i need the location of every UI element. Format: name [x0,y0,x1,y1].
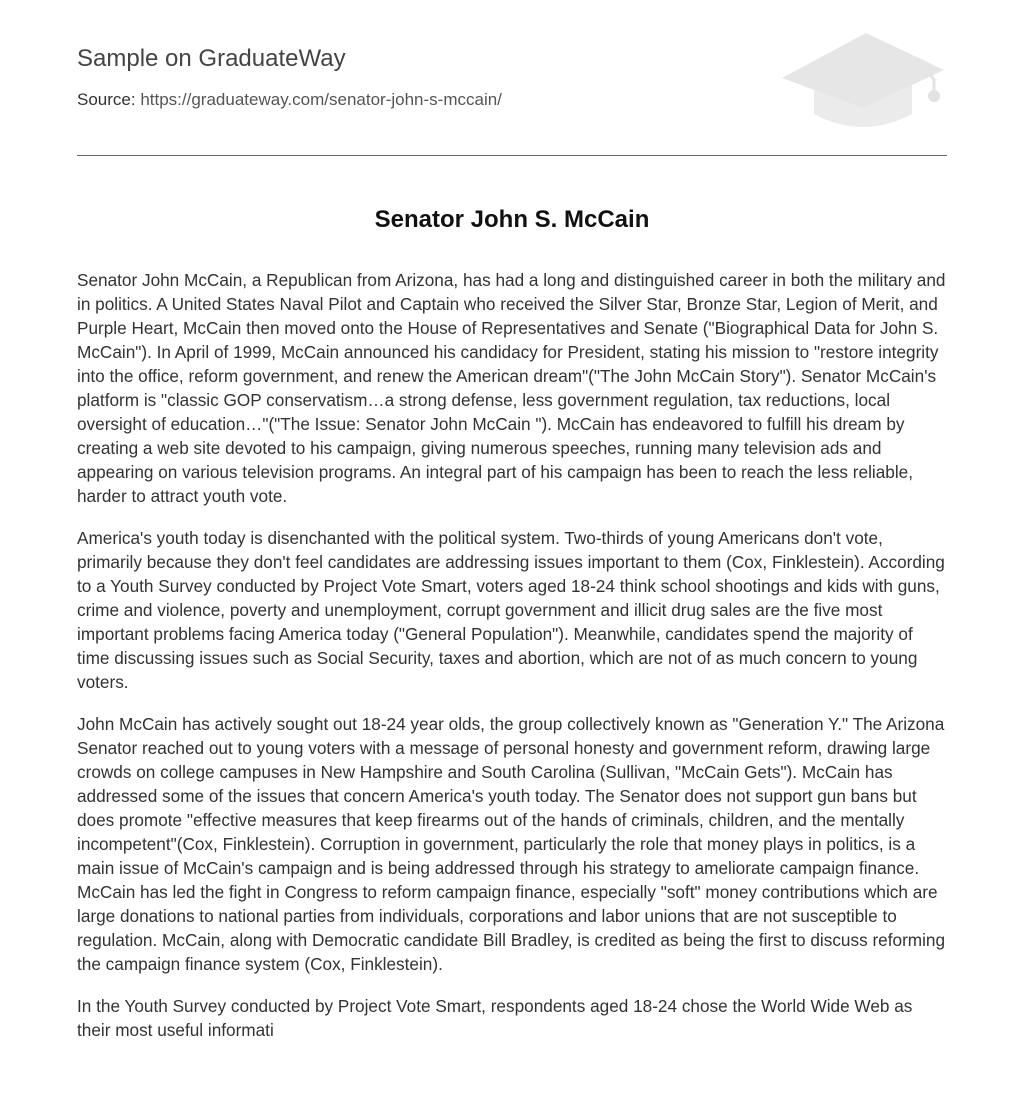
source-link[interactable]: https://graduateway.com/senator-john-s-mccain/ [140,90,502,109]
source-label: Source: [77,90,136,109]
document-body [77,268,947,1060]
source-line [77,89,502,111]
paragraph: America's youth today is disenchanted with the political system. Two-thirds of young Americans don't vote, primarily because they don't feel candidates are addressing issues important to them (Cox, Finklestein). According to a Youth Survey conducted by Project Vote Smart, voters aged 18-24 think school shootings and kids with guns, crime and violence, poverty and unemployment, corrupt government and illicit drug sales are the five most important problems facing America today ("General Population"). Meanwhile, candidates spend the majority of time discussing issues such as Social Security, taxes and abortion, which are not of as much concern to young voters. [77,528,945,692]
document-title: Senator John S. McCain [374,206,650,233]
paragraph: In the Youth Survey conducted by Project Vote Smart, respondents aged 18-24 chose the World Wide Web as their most useful informati [77,996,913,1040]
paragraph: John McCain has actively sought out 18-24 year olds, the group collectively known as "Generation Y." The Arizona Senator reached out to young voters with a message of personal honesty and government reform, drawing large crowds on college campuses in New Hampshire and South Carolina (Sullivan, "McCain Gets"). McCain has addressed some of the issues that concern America's youth today. The Senator does not support gun bans but does promote "effective measures that keep firearms out of the hands of criminals, children, and the mentally incompetent"(Cox, Finklestein). Corruption in government, particularly the role that money plays in politics, is a main issue of McCain's campaign and is being addressed through his strategy to ameliorate campaign finance. McCain has led the fight in Congress to reform campaign finance, especially "soft" money contributions which are large donations to national parties from individuals, corporations and labor unions that are not susceptible to regulation. McCain, along with Democratic candidate Bill Bradley, is credited as being the first to discuss reforming the campaign finance system (Cox, Finklestein). [77,714,946,974]
graduation-cap-icon [780,30,946,134]
paragraph: Senator John McCain, a Republican from Arizona, has had a long and distinguished career in both the military and in politics. A United States Naval Pilot and Captain who received the Silver Star, Bronze Star, Legion of Merit, and Purple Heart, McCain then moved onto the House of Representatives and Senate ("Biographical Data for John S. McCain"). In April of 1999, McCain announced his candidacy for President, stating his mission to "restore integrity into the office, reform government, and renew the American dream"("The John McCain Story"). Senator McCain's platform is "classic GOP conservatism…a strong defense, less government regulation, tax reductions, local oversight of education…"("The Issue: Senator John McCain "). McCain has endeavored to fulfill his dream by creating a web site devoted to his campaign, giving numerous speeches, running many television ads and appearing on various television programs. An integral part of his campaign has been to reach the less reliable, harder to attract youth vote. [77,270,946,506]
header [77,0,947,156]
site-title: Sample on GraduateWay [77,45,346,72]
header-divider [77,155,947,156]
